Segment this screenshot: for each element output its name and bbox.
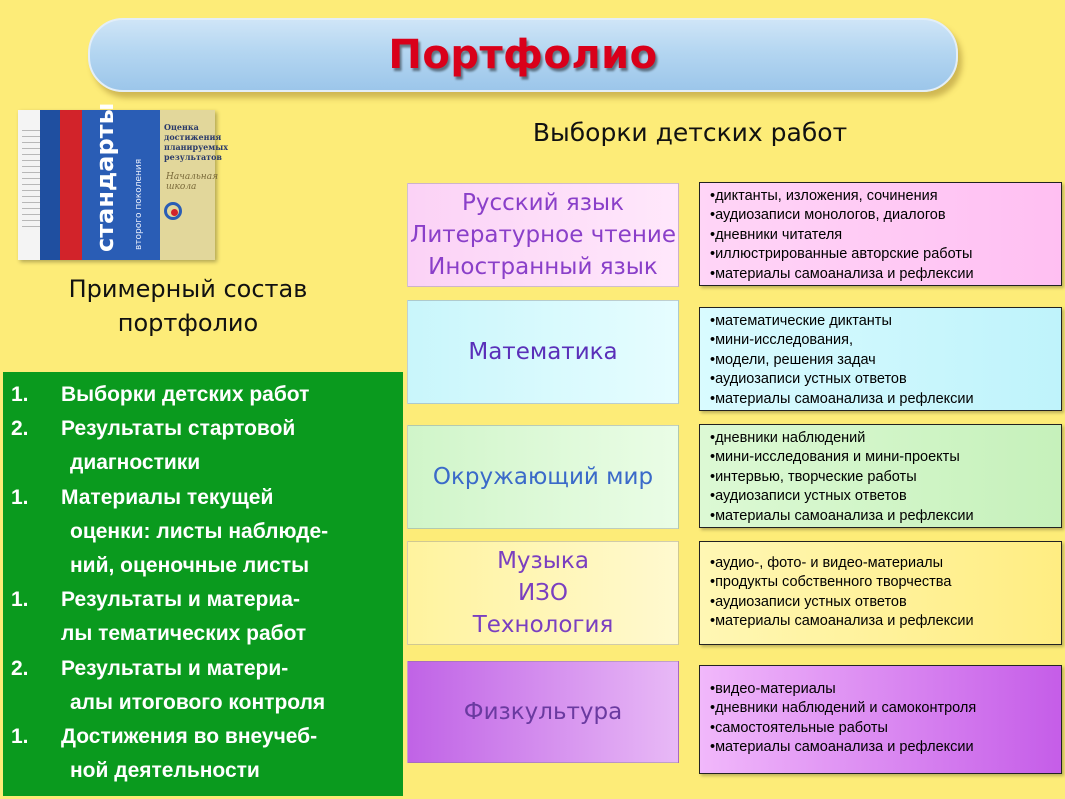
subject-box <box>407 661 679 763</box>
list-item <box>11 378 403 412</box>
page-title: Портфолио <box>388 32 658 78</box>
work-type-item: •продукты собственного творчества <box>710 574 952 591</box>
work-type-item: •мини-исследования, <box>710 332 854 349</box>
work-type-item: •иллюстрированные авторские работы <box>710 246 973 263</box>
book-cover-title <box>164 122 229 162</box>
subject-name: Математика <box>468 339 618 365</box>
work-type-item: •дневники читателя <box>710 226 843 243</box>
list-item <box>11 617 403 651</box>
work-type-item: •материалы самоанализа и рефлексии <box>710 507 974 524</box>
work-type-item: •интервью, творческие работы <box>710 468 917 485</box>
list-item <box>11 412 403 446</box>
list-item-number: 1. <box>11 588 29 612</box>
work-type-item: •видео-материалы <box>710 681 836 697</box>
subject-name: Физкультура <box>463 699 623 725</box>
work-types-box <box>699 665 1062 774</box>
publisher-logo-icon <box>164 202 182 220</box>
book-strip <box>60 110 82 260</box>
subject-box <box>407 300 679 404</box>
list-item <box>11 754 403 788</box>
list-item-text: Результаты и матери- <box>61 656 289 680</box>
book-cover-line: планируемых <box>164 142 229 152</box>
list-item-number: 1. <box>11 485 29 509</box>
subject-name: Иностранный язык <box>428 254 658 280</box>
work-type-item: •аудиозаписи монологов, диалогов <box>710 207 946 224</box>
work-type-item: •аудиозаписи устных ответов <box>710 371 907 388</box>
work-type-item: •материалы самоанализа и рефлексии <box>710 265 974 282</box>
list-item-text: ной деятельности <box>70 759 260 783</box>
list-item <box>11 515 403 549</box>
subject-box <box>407 541 679 645</box>
subject-box <box>407 425 679 529</box>
work-type-item: •математические диктанты <box>710 313 892 329</box>
subject-name: Технология <box>472 612 614 638</box>
work-type-item: •дневники наблюдений и самоконтроля <box>710 700 977 717</box>
right-heading: Выборки детских работ <box>532 118 848 147</box>
list-item-text: алы итогового контроля <box>70 690 326 714</box>
work-type-item: •дневники наблюдений <box>710 430 866 446</box>
list-item <box>11 652 403 686</box>
work-types-box <box>699 424 1062 528</box>
left-heading-line: портфолио <box>117 309 259 337</box>
work-type-item: •материалы самоанализа и рефлексии <box>710 613 974 630</box>
work-types-box <box>699 307 1062 411</box>
title-banner <box>88 18 958 92</box>
book-strip <box>40 110 60 260</box>
book-spine-subtitle: второго поколения <box>134 158 144 250</box>
list-item-number: 2. <box>11 417 29 441</box>
list-item-text: лы тематических работ <box>61 622 307 646</box>
list-item-text: оценки: листы наблюде- <box>70 519 329 543</box>
subject-name: Литературное чтение <box>410 222 676 248</box>
subject-name: ИЗО <box>517 580 569 606</box>
work-type-item: •мини-исследования и мини-проекты <box>710 449 960 466</box>
left-heading <box>8 272 368 340</box>
work-type-item: •диктанты, изложения, сочинения <box>710 188 938 204</box>
book-spine-title: стандарты <box>91 102 119 252</box>
subject-box <box>407 183 679 287</box>
list-item-text: Результаты и материа- <box>61 588 300 612</box>
book-cover-subtitle <box>166 172 218 192</box>
list-item-number: 1. <box>11 383 29 406</box>
work-type-item: •самостоятельные работы <box>710 719 888 736</box>
portfolio-composition-list <box>3 372 403 796</box>
list-item-text: Результаты стартовой <box>61 417 296 441</box>
work-type-item: •материалы самоанализа и рефлексии <box>710 390 974 407</box>
list-item-text: Достижения во внеучеб- <box>61 725 318 749</box>
list-item <box>11 549 403 583</box>
work-types-box <box>699 182 1062 286</box>
work-type-item: •аудио-, фото- и видео-материалы <box>710 555 944 571</box>
list-item <box>11 720 403 754</box>
list-item <box>11 446 403 480</box>
list-item-text: Выборки детских работ <box>61 383 310 406</box>
work-type-item: •материалы самоанализа и рефлексии <box>710 739 974 756</box>
list-item-number: 2. <box>11 656 29 680</box>
list-item-text: диагностики <box>70 451 201 475</box>
book-cover-line: достижения <box>164 132 222 142</box>
work-type-item: •аудиозаписи устных ответов <box>710 593 907 610</box>
subject-name: Окружающий мир <box>432 464 654 490</box>
logo-dot <box>171 209 178 216</box>
book-cover-subline: школа <box>166 182 197 192</box>
list-item-number: 1. <box>11 725 29 749</box>
subject-name: Русский язык <box>462 190 624 216</box>
book-cover-image <box>18 102 229 260</box>
list-item-text: Материалы текущей <box>61 485 274 509</box>
book-cover-subline: Начальная <box>166 172 219 182</box>
subject-name: Музыка <box>497 548 589 574</box>
list-item-text: ний, оценочные листы <box>70 554 310 578</box>
book-cover-line: Оценка <box>164 122 199 132</box>
list-item <box>11 481 403 515</box>
work-types-box <box>699 541 1062 645</box>
work-type-item: •аудиозаписи устных ответов <box>710 488 907 505</box>
left-heading-line: Примерный состав <box>68 275 308 303</box>
work-type-item: •модели, решения задач <box>710 351 876 368</box>
book-cover-line: результатов <box>164 152 222 162</box>
list-item <box>11 686 403 720</box>
list-item <box>11 583 403 617</box>
